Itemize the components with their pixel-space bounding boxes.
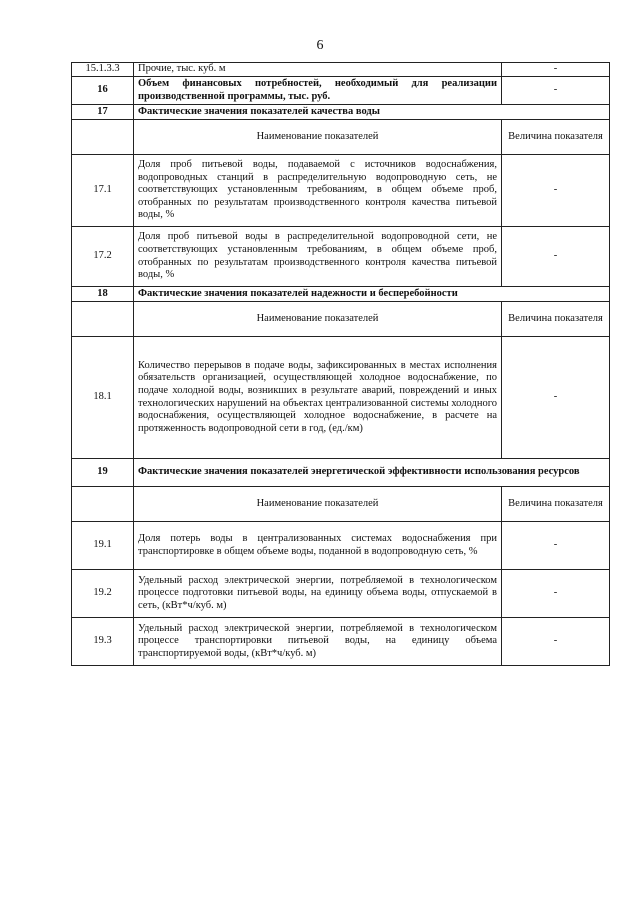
column-header-row [72,120,610,155]
section-title: Фактические значения показателей качества воды [134,105,610,120]
table-row [72,227,610,287]
column-header-row [72,302,610,337]
column-header-name: Наименование показателей [134,120,502,155]
row-value: - [502,155,610,227]
row-value: - [502,570,610,618]
row-number: 18.1 [72,337,134,459]
row-text: Прочие, тыс. куб. м [134,63,502,77]
row-value: - [502,337,610,459]
row-value: - [502,618,610,666]
row-text: Доля проб питьевой воды, подаваемой с источников водоснабжения, водопроводных станций в распределительную водопроводную сеть, не соответствующих установленным требованиям, в общем объеме проб, отобранных по результатам производственного контроля качества питьевой воды, % [134,155,502,227]
row-number: 19.3 [72,618,134,666]
section-title: Фактические значения показателей энергетической эффективности использования ресурсов [134,459,610,487]
table-row [72,522,610,570]
row-text: Доля проб питьевой воды в распределительной водопроводной сети, не соответствующих установленным требованиям, в общем объеме проб, отобранных по результатам производственного контроля качества питьевой воды, % [134,227,502,287]
row-number: 19.2 [72,570,134,618]
section-number: 19 [72,459,134,487]
section-title: Объем финансовых потребностей, необходимый для реализации производственной программы, тыс. руб. [134,77,502,105]
row-text: Количество перерывов в подаче воды, зафиксированных в местах исполнения обязательств организацией, осуществляющей холодное водоснабжение, по подаче холодной воды, возникших в результате аварий, повреждений и иных технологических нарушений на объектах централизованной системы холодного водоснабжения, осуществляющей холодное водоснабжение, в расчете на протяженность водопроводной сети в год, (ед./км) [134,337,502,459]
row-value: - [502,227,610,287]
table-row [72,570,610,618]
row-value: - [502,522,610,570]
column-header-name: Наименование показателей [134,487,502,522]
section-title: Фактические значения показателей надежности и бесперебойности [134,287,610,302]
row-number: 17.1 [72,155,134,227]
table-row [72,155,610,227]
table-row [72,77,610,105]
row-text: Удельный расход электрической энергии, потребляемой в технологическом процессе транспортировки питьевой воды, на единицу объема транспортируемой воды, (кВт*ч/куб. м) [134,618,502,666]
table-row [72,337,610,459]
section-row [72,459,610,487]
row-number: 15.1.3.3 [72,63,134,77]
table-row [72,63,610,77]
empty-cell [72,302,134,337]
indicators-table [71,62,610,666]
page-number: 6 [316,38,324,53]
section-row [72,287,610,302]
row-text: Удельный расход электрической энергии, потребляемой в технологическом процессе подготовки питьевой воды, на единицу объема воды, отпускаемой в сеть, (кВт*ч/куб. м) [134,570,502,618]
empty-cell [72,487,134,522]
column-header-value: Величина показателя [502,120,610,155]
empty-cell [72,120,134,155]
column-header-value: Величина показателя [502,302,610,337]
section-number: 17 [72,105,134,120]
column-header-row [72,487,610,522]
row-text: Доля потерь воды в централизованных системах водоснабжения при транспортировке в общем объеме воды, поданной в водопроводную сеть, % [134,522,502,570]
row-number: 17.2 [72,227,134,287]
section-number: 18 [72,287,134,302]
row-number: 19.1 [72,522,134,570]
section-number: 16 [72,77,134,105]
table-row [72,618,610,666]
row-value: - [502,63,610,77]
column-header-name: Наименование показателей [134,302,502,337]
column-header-value: Величина показателя [502,487,610,522]
row-value: - [502,77,610,105]
section-row [72,105,610,120]
